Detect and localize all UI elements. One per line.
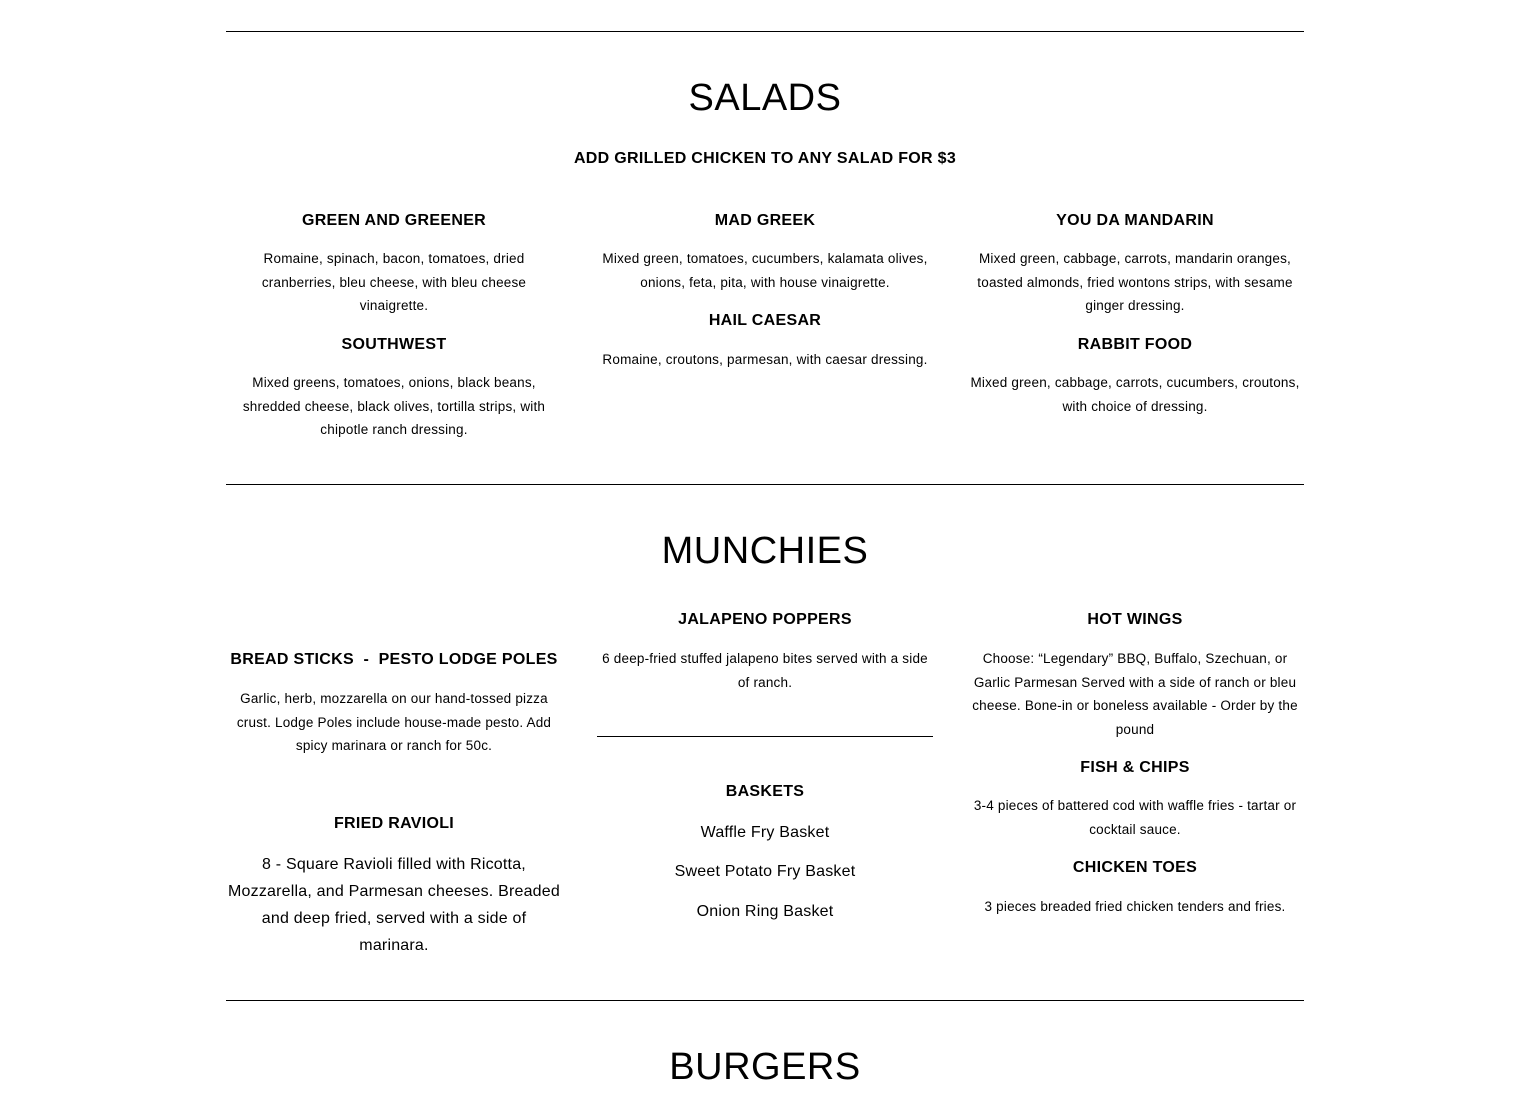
section-title-burgers: BURGERS bbox=[669, 1046, 861, 1088]
menu-item-description: 6 deep-fried stuffed jalapeno bites served with a side of ranch. bbox=[602, 651, 928, 690]
basket-item: Sweet Potato Fry Basket bbox=[674, 863, 856, 880]
menu-item-name: YOU DA MANDARIN bbox=[1056, 212, 1214, 229]
menu-item-description: Mixed greens, tomatoes, onions, black beans, shredded cheese, black olives, tortilla strips, with chipotle ranch dressing. bbox=[242, 375, 546, 437]
menu-item-description: Mixed green, tomatoes, cucumbers, kalamata olives, onions, feta, pita, with house vinaigrette. bbox=[602, 251, 928, 290]
menu-item-name: MAD GREEK bbox=[714, 212, 816, 229]
divider bbox=[226, 1000, 1304, 1001]
menu-item-name: GREEN AND GREENER bbox=[301, 212, 487, 229]
menu-item-name: JALAPENO POPPERS bbox=[678, 611, 852, 628]
basket-item: Onion Ring Basket bbox=[696, 903, 834, 920]
section-title-salads: SALADS bbox=[688, 77, 842, 119]
menu-item-description: 8 - Square Ravioli filled with Ricotta, Mozzarella, and Parmesan cheeses. Breaded and deep fried, served with a side of marinara. bbox=[228, 856, 560, 954]
menu-item-name: FRIED RAVIOLI bbox=[333, 815, 455, 832]
menu-item-name: FISH & CHIPS bbox=[1080, 759, 1190, 776]
menu-item-description: Mixed green, cabbage, carrots, mandarin oranges, toasted almonds, fried wontons strips, with sesame ginger dressing. bbox=[977, 251, 1293, 313]
menu-item-name: HAIL CAESAR bbox=[708, 312, 822, 329]
menu-item-description: Mixed green, cabbage, carrots, cucumbers, croutons, with choice of dressing. bbox=[970, 375, 1300, 414]
menu-item-description: Romaine, spinach, bacon, tomatoes, dried cranberries, bleu cheese, with bleu cheese vinaigrette. bbox=[261, 251, 527, 313]
menu-item-description: Romaine, croutons, parmesan, with caesar dressing. bbox=[602, 352, 928, 367]
baskets-title: BASKETS bbox=[725, 783, 805, 800]
divider bbox=[597, 736, 933, 737]
basket-item: Waffle Fry Basket bbox=[700, 824, 830, 841]
menu-item-description: 3-4 pieces of battered cod with waffle fries - tartar or cocktail sauce. bbox=[973, 798, 1297, 837]
menu-item-name: RABBIT FOOD bbox=[1077, 336, 1193, 353]
menu-item-name: BREAD STICKS - PESTO LODGE POLES bbox=[230, 651, 558, 668]
menu-item-description: 3 pieces breaded fried chicken tenders and fries. bbox=[984, 899, 1286, 914]
divider bbox=[226, 31, 1304, 32]
menu-item-name: HOT WINGS bbox=[1087, 611, 1183, 628]
divider bbox=[226, 484, 1304, 485]
salads-note: ADD GRILLED CHICKEN TO ANY SALAD FOR $3 bbox=[573, 150, 957, 167]
menu-item-name: SOUTHWEST bbox=[341, 336, 447, 353]
menu-item-description: Garlic, herb, mozzarella on our hand-tossed pizza crust. Lodge Poles include house-made pesto. Add spicy marinara or ranch for 50c. bbox=[236, 691, 552, 753]
section-title-munchies: MUNCHIES bbox=[661, 530, 869, 572]
menu-item-description: Choose: “Legendary” BBQ, Buffalo, Szechuan, or Garlic Parmesan Served with a side of ranch or bleu cheese. Bone-in or boneless available - Order by the pound bbox=[972, 651, 1298, 737]
menu-item-name: CHICKEN TOES bbox=[1072, 859, 1198, 876]
